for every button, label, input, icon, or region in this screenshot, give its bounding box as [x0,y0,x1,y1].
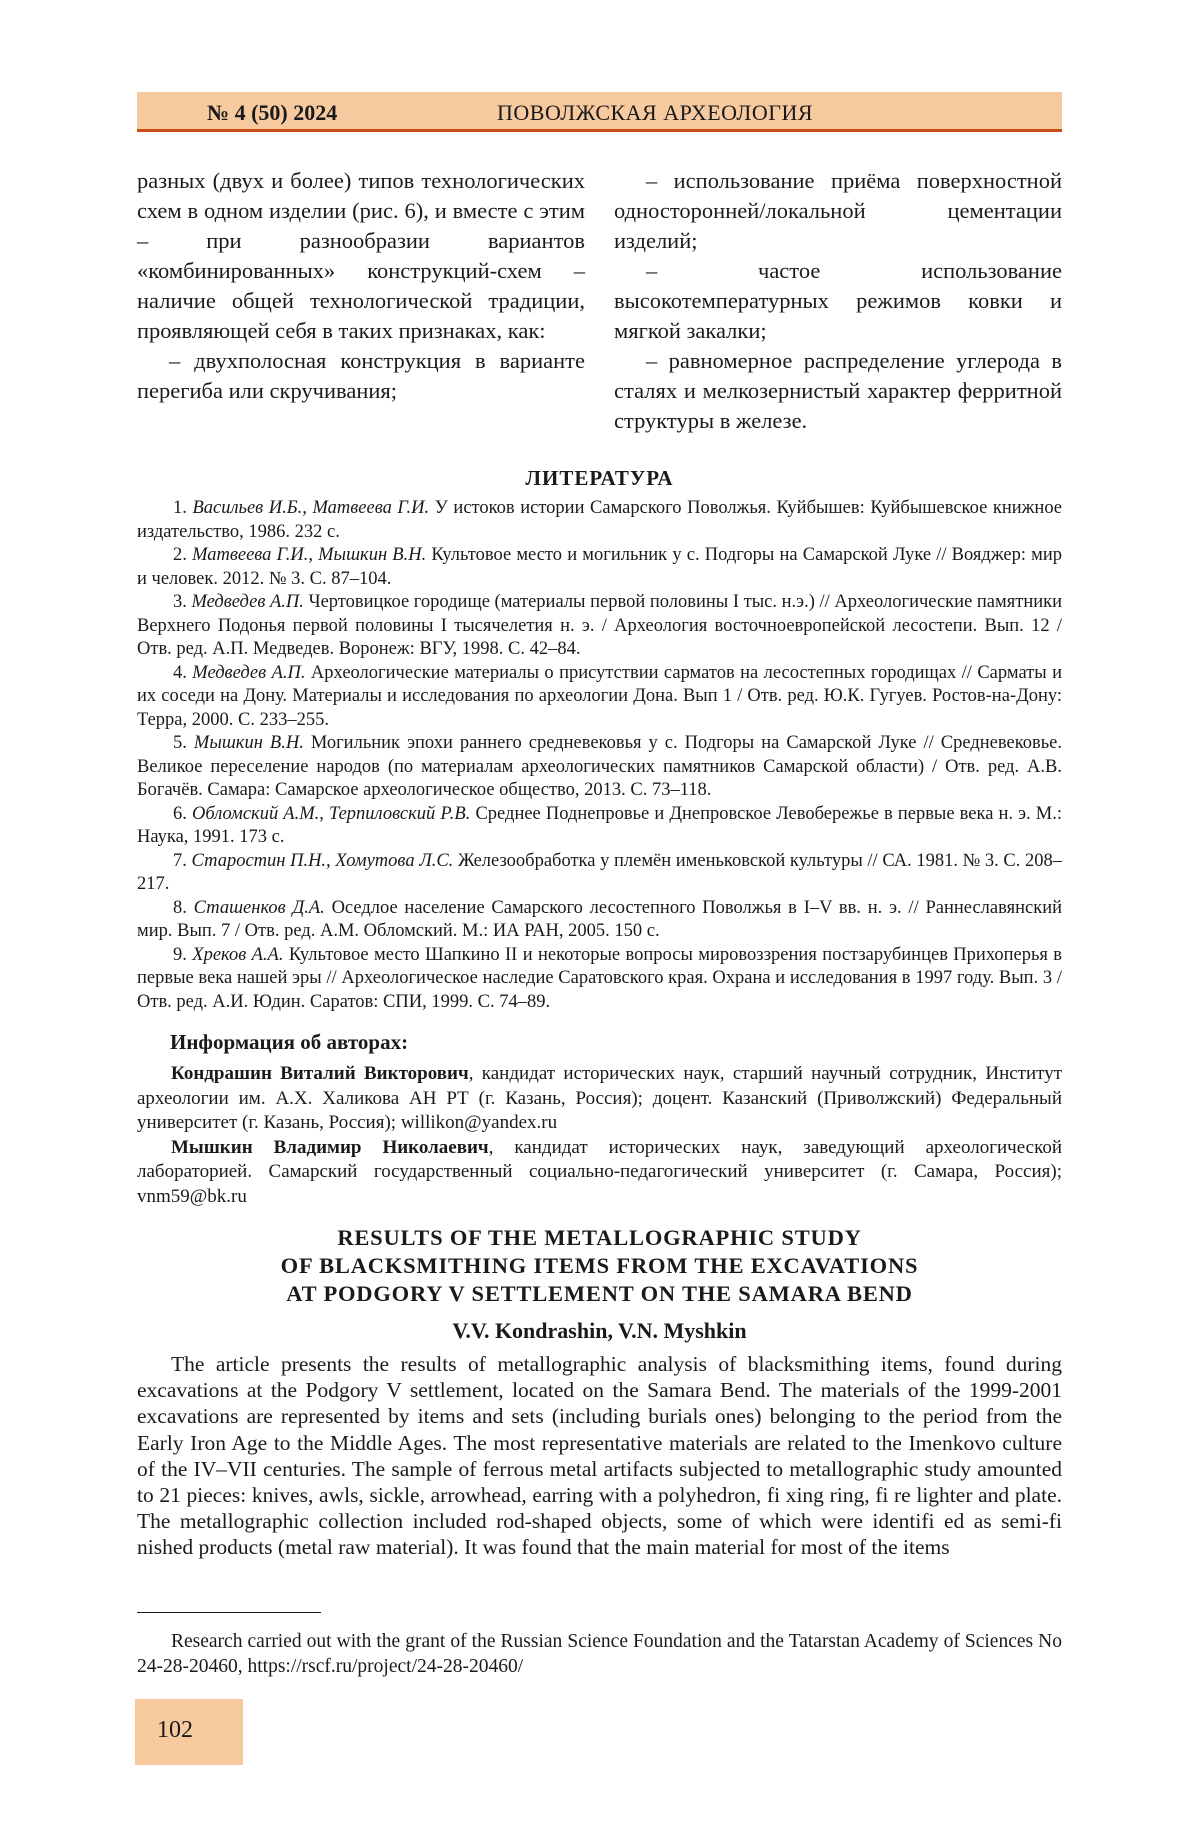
reference-authors: Медведев А.П. [192,592,304,612]
reference-authors: Медведев А.П. [192,663,305,683]
footnote: Research carried out with the grant of the Russian Science Foundation and the Tatarstan Academy of Sciences No 24-28-20460, https://rscf.ru/project/24-28-20460/ [137,1630,1062,1679]
footnote-divider [137,1612,321,1613]
author-name: Мышкин Владимир Николаевич [171,1137,489,1158]
reference-authors: Матвеева Г.И., Мышкин В.Н. [192,545,426,565]
english-authors: V.V. Kondrashin, V.N. Myshkin [137,1318,1062,1344]
english-abstract: The article presents the results of metallographic analysis of blacksmithing items, found during excavations at the Podgory V settlement, located on the Samara Bend. The materials of the 1999-2001 excavations are represented by items and sets (including burials ones) belonging to the period from the Early Iron Age to the Middle Ages. The most representative materials are related to the Imenkovo culture of the IV–VII centuries. The sample of ferrous metal artifacts subjected to metallographic study amounted to 21 pieces: knives, awls, sickle, arrowhead, earring with a polyhedron, fi xing ring, fi re lighter and plate. The metallographic collection included rod-shaped objects, some of which were identifi ed as semi-fi nished products (metal raw material). It was found that the main material for most of the items [137,1351,1062,1561]
reference-item: 2. Матвеева Г.И., Мышкин В.Н. Культовое место и могильник у с. Подгоры на Самарской Луке // Вояджер: мир и человек. 2012. № 3. С. 87–104. [137,544,1062,591]
reference-item: 4. Медведев А.П. Археологические материалы о присутствии сарматов на лесостепных городищах // Сарматы и их соседи на Дону. Материалы и исследования по археологии Дона. Вып 1 / Отв. ред. Ю.К. Гугуев. Ростов-на-Дону: Терра, 2000. С. 233–255. [137,662,1062,733]
reference-authors: Мышкин В.Н. [194,733,304,753]
left-column [137,166,585,406]
reference-item: 7. Старостин П.Н., Хомутова Л.С. Железообработка у племён именьковской культуры // СА. 1981. № 3. С. 208–217. [137,850,1062,897]
author-entry: Кондрашин Виталий Викторович, кандидат исторических наук, старший научный сотрудник, Институт археологии им. А.Х. Халикова АН РТ (г. Казань, Россия); доцент. Казанский (Приволжский) Федеральный университет (г. Казань, Россия); willikon@yandex.ru [137,1062,1062,1136]
author-info [137,1062,1062,1209]
reference-authors: Сташенков Д.А. [194,898,325,918]
issue-number: № 4 (50) 2024 [207,100,337,126]
paragraph: – двухполосная конструкция в варианте перегиба или скручивания; [137,346,585,406]
paragraph: – использование приёма поверхностной односторонней/локальной цементации изделий; [614,166,1062,256]
page-number: 102 [157,1717,193,1744]
reference-item: 9. Хреков А.А. Культовое место Шапкино II и некоторые вопросы мировоззрения постзарубинцев Прихоперья в первые века нашей эры // Археологическое наследие Саратовского края. Охрана и исследования в 1997 году. Вып. 3 / Отв. ред. А.И. Юдин. Саратов: СПИ, 1999. С. 74–89. [137,944,1062,1015]
reference-authors: Хреков А.А. [192,945,283,965]
reference-authors: Обломский А.М., Терпиловский Р.В. [192,804,470,824]
right-column [614,166,1062,436]
paragraph: – частое использование высокотемпературных режимов ковки и мягкой закалки; [614,256,1062,346]
reference-item: 6. Обломский А.М., Терпиловский Р.В. Среднее Поднепровье и Днепровское Левобережье в первые века н. э. М.: Наука, 1991. 173 с. [137,803,1062,850]
reference-item: 3. Медведев А.П. Чертовицкое городище (материалы первой половины I тыс. н.э.) // Археологические памятники Верхнего Подонья первой половины I тысячелетия н. э. / Археология восточноевропейской лесостепи. Вып. 12 / Отв. ред. А.П. Медведев. Воронеж: ВГУ, 1998. С. 42–84. [137,591,1062,662]
journal-title: ПОВОЛЖСКАЯ АРХЕОЛОГИЯ [497,100,813,126]
body-columns [137,166,1062,451]
reference-item: 1. Васильев И.Б., Матвеева Г.И. У истоков истории Самарского Поволжья. Куйбышев: Куйбышевское книжное издательство, 1986. 232 с. [137,497,1062,544]
english-title: RESULTS OF THE METALLOGRAPHIC STUDY OF BLACKSMITHING ITEMS FROM THE EXCAVATIONS AT PODGORY V SETTLEMENT ON THE SAMARA BEND [137,1224,1062,1308]
reference-authors: Старостин П.Н., Хомутова Л.С. [192,851,454,871]
paragraph: разных (двух и более) типов технологических схем в одном изделии (рис. 6), и вместе с этим – при разнообразии вариантов «комбинированных» конструкций-схем – наличие общей технологической традиции, проявляющей себя в таких признаках, как: [137,166,585,346]
reference-item: 8. Сташенков Д.А. Оседлое население Самарского лесостепного Поволжья в I–V вв. н. э. // Раннеславянский мир. Вып. 7 / Отв. ред. А.М. Обломский. М.: ИА РАН, 2005. 150 с. [137,897,1062,944]
reference-list [137,497,1062,1014]
page-number-box [135,1699,243,1765]
author-info-heading: Информация об авторах: [170,1030,408,1055]
reference-authors: Васильев И.Б., Матвеева Г.И. [192,498,429,518]
literature-heading: ЛИТЕРАТУРА [137,466,1062,491]
paragraph: – равномерное распределение углерода в сталях и мелкозернистый характер ферритной структуры в железе. [614,346,1062,436]
author-name: Кондрашин Виталий Викторович [171,1063,469,1084]
running-header [137,92,1062,132]
author-entry: Мышкин Владимир Николаевич, кандидат исторических наук, заведующий археологической лабораторией. Самарский государственный социально-педагогический университет (г. Самара, Россия); vnm59@bk.ru [137,1136,1062,1210]
reference-item: 5. Мышкин В.Н. Могильник эпохи раннего средневековья у с. Подгоры на Самарской Луке // Средневековье. Великое переселение народов (по материалам археологических памятников Самарской области) / Отв. ред. А.В. Богачёв. Самара: Самарское археологическое общество, 2013. С. 73–118. [137,732,1062,803]
